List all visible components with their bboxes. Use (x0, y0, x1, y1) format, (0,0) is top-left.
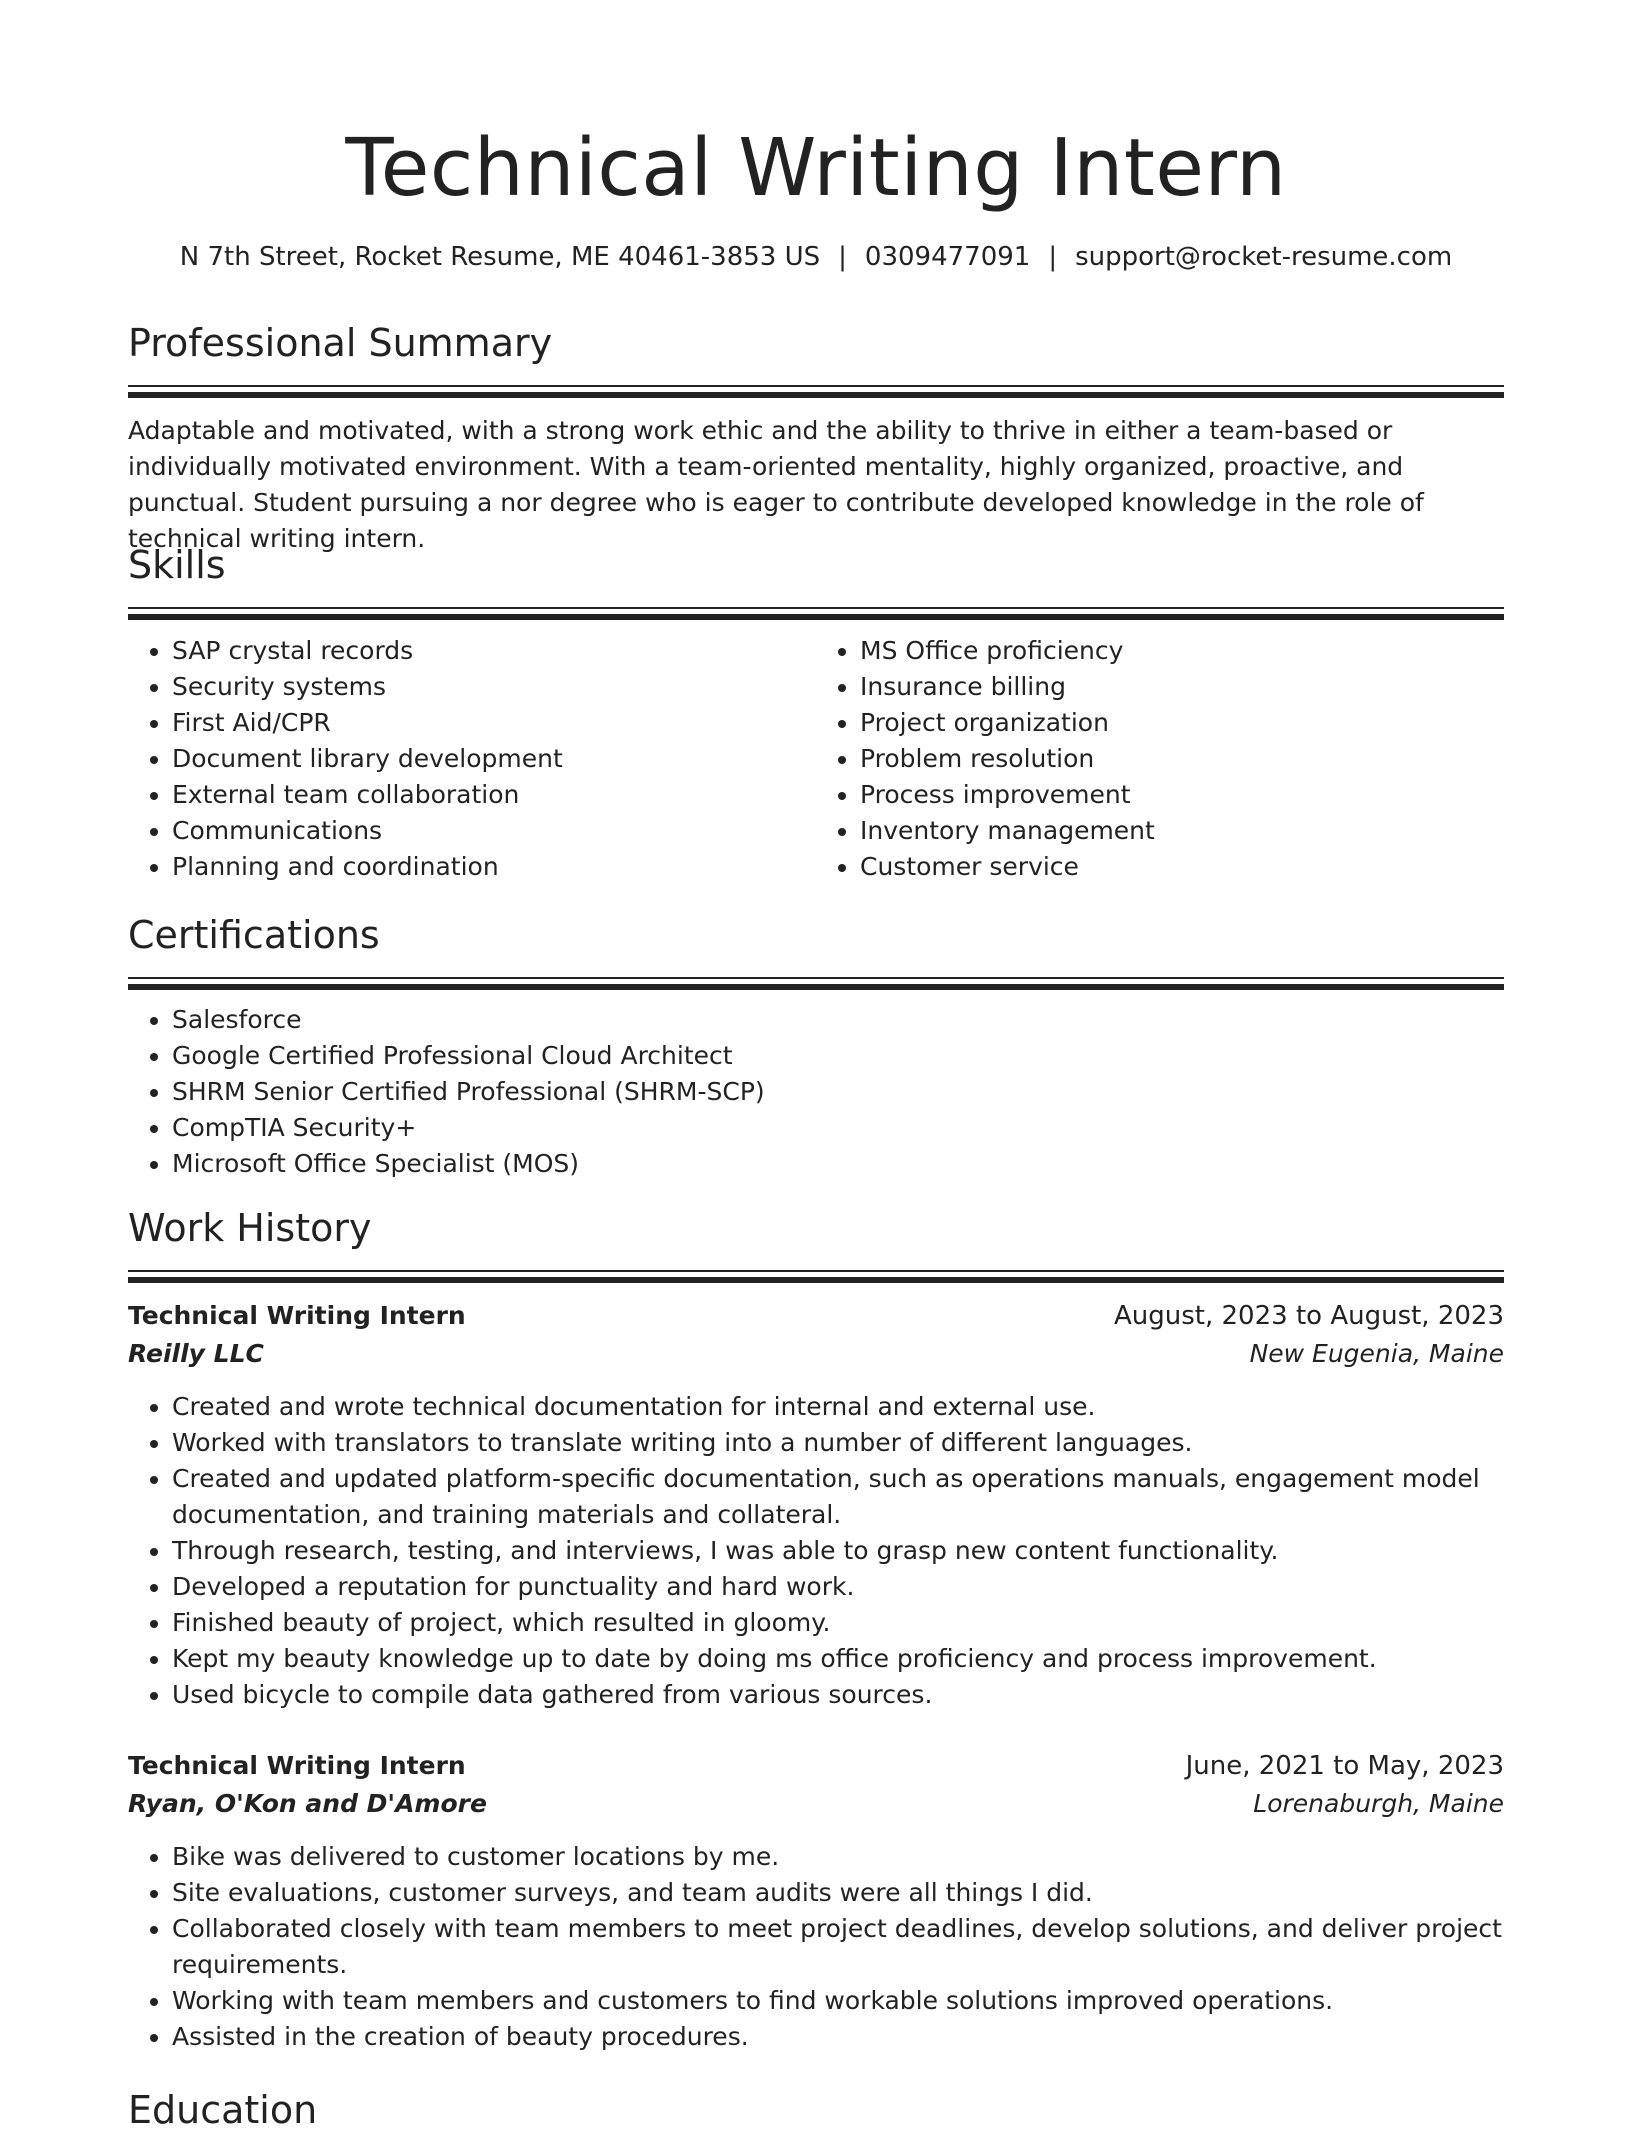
section-heading: Work History (128, 1206, 372, 1250)
skill-item: • Problem resolution (860, 741, 1504, 777)
certification-item: • SHRM Senior Certified Professional (SHRM-SCP) (172, 1074, 1504, 1110)
job-header (128, 1297, 1504, 1335)
certification-item: • Google Certified Professional Cloud Architect (172, 1038, 1504, 1074)
certification-item: • Microsoft Office Specialist (MOS) (172, 1146, 1504, 1182)
skills-list-left (128, 633, 816, 885)
job-company: Reilly LLC (128, 1339, 264, 1368)
skill-item: • MS Office proficiency (860, 633, 1504, 669)
job-subheader (128, 1335, 1504, 1373)
job-entry (128, 1297, 1504, 1713)
skill-item: • Communications (172, 813, 816, 849)
section-rule (128, 977, 1504, 990)
job-header (128, 1747, 1504, 1785)
job-bullet: • Kept my beauty knowledge up to date by doing ms office proficiency and process improvement. (172, 1641, 1504, 1677)
job-bullet: • Used bicycle to compile data gathered from various sources. (172, 1677, 1504, 1713)
job-bullet: • Created and wrote technical documentation for internal and external use. (172, 1389, 1504, 1425)
education-section (128, 2086, 1504, 2134)
resume-title: Technical Writing Intern (345, 122, 1287, 214)
job-location: Lorenaburgh, Maine (1253, 1789, 1504, 1818)
contact-separator: | (838, 242, 847, 272)
job-dates: June, 2021 to May, 2023 (1185, 1751, 1504, 1781)
job-bullets (128, 1389, 1504, 1713)
job-entry (128, 1747, 1504, 2055)
skill-item: • External team collaboration (172, 777, 816, 813)
skills-columns (128, 633, 1504, 885)
job-bullet: • Working with team members and customers to find workable solutions improved operations. (172, 1983, 1504, 2019)
section-heading: Skills (128, 543, 226, 587)
summary-text: Adaptable and motivated, with a strong work ethic and the ability to thrive in either a team-based or individually motivated environment. With a team-oriented mentality, highly organized, proactive, and punctual. Student pursuing a nor degree who is eager to contribute developed knowledge in the role of technical writing intern. (128, 416, 1424, 553)
job-bullet: • Assisted in the creation of beauty procedures. (172, 2019, 1504, 2055)
job-bullet: • Created and updated platform-specific documentation, such as operations manuals, engagement model documentation, and training materials and collateral. (172, 1461, 1504, 1533)
job-bullet: • Finished beauty of project, which resulted in gloomy. (172, 1605, 1504, 1641)
skill-item: • Security systems (172, 669, 816, 705)
skill-item: • SAP crystal records (172, 633, 816, 669)
skill-item: • Inventory management (860, 813, 1504, 849)
job-bullet: • Developed a reputation for punctuality and hard work. (172, 1569, 1504, 1605)
section-rule (128, 1270, 1504, 1283)
contact-email: support@rocket-resume.com (1075, 242, 1453, 272)
job-bullets (128, 1839, 1504, 2055)
job-subheader (128, 1785, 1504, 1823)
skill-item: • Process improvement (860, 777, 1504, 813)
job-bullet: • Bike was delivered to customer locations by me. (172, 1839, 1504, 1875)
section-heading: Professional Summary (128, 321, 553, 365)
work-history-section (128, 1204, 1504, 2055)
job-title: Technical Writing Intern (128, 1301, 466, 1330)
contact-line (128, 240, 1504, 274)
skill-item: • First Aid/CPR (172, 705, 816, 741)
certification-item: • CompTIA Security+ (172, 1110, 1504, 1146)
job-bullet: • Through research, testing, and interviews, I was able to grasp new content functionality. (172, 1533, 1504, 1569)
skills-section (128, 541, 1504, 885)
job-bullet: • Worked with translators to translate writing into a number of different languages. (172, 1425, 1504, 1461)
skill-item: • Project organization (860, 705, 1504, 741)
contact-phone: 0309477091 (864, 242, 1031, 272)
skills-list-right (816, 633, 1504, 885)
summary-section (128, 319, 1504, 557)
section-rule (128, 385, 1504, 398)
section-heading: Certifications (128, 913, 380, 957)
job-bullet: • Collaborated closely with team members to meet project deadlines, develop solutions, and deliver project requirements. (172, 1911, 1504, 1983)
certification-item: • Salesforce (172, 1002, 1504, 1038)
skill-item: • Document library development (172, 741, 816, 777)
job-dates: August, 2023 to August, 2023 (1114, 1301, 1504, 1331)
certifications-section (128, 911, 1504, 1182)
job-location: New Eugenia, Maine (1249, 1339, 1504, 1368)
skill-item: • Insurance billing (860, 669, 1504, 705)
job-title: Technical Writing Intern (128, 1751, 466, 1780)
section-heading: Education (128, 2088, 318, 2132)
section-rule (128, 607, 1504, 620)
certifications-list (128, 1002, 1504, 1182)
contact-address: N 7th Street, Rocket Resume, ME 40461-3853 US (179, 242, 821, 272)
skill-item: • Customer service (860, 849, 1504, 885)
job-bullet: • Site evaluations, customer surveys, and team audits were all things I did. (172, 1875, 1504, 1911)
skill-item: • Planning and coordination (172, 849, 816, 885)
contact-separator: | (1048, 242, 1058, 272)
job-company: Ryan, O'Kon and D'Amore (128, 1789, 487, 1818)
